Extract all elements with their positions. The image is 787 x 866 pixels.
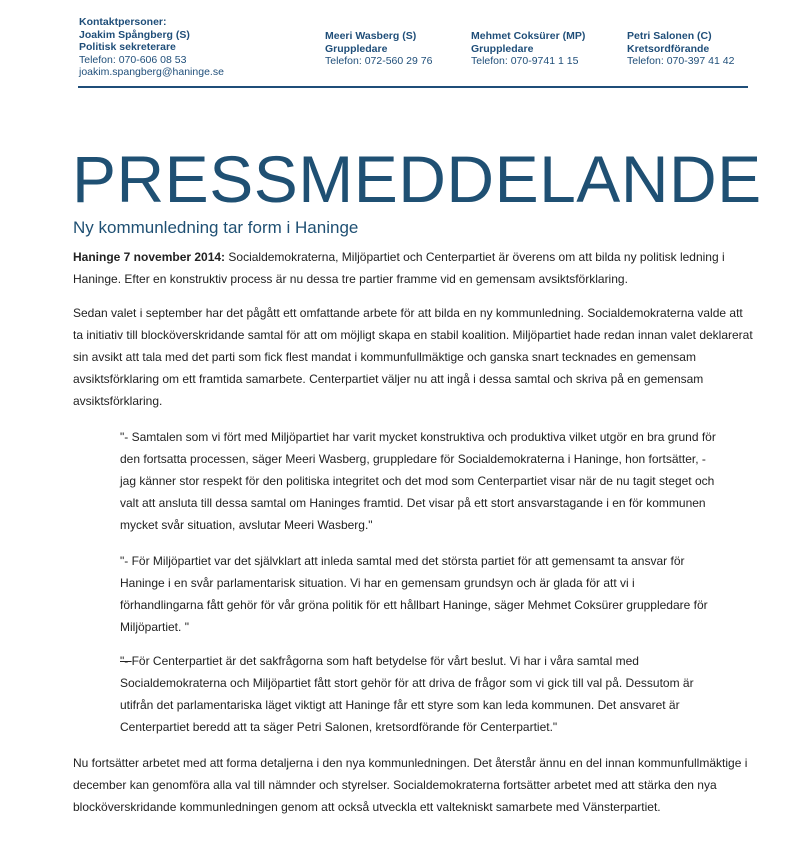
contact-role: Gruppledare — [325, 42, 388, 55]
page-title: PRESSMEDDELANDE — [72, 142, 762, 216]
quote-mehmet: "- För Miljöpartiet var det självklart att inleda samtal med det största partiet för att gemensamt ta ansvar för Haninge i en svår parlamentarisk situation. Vi har en gemensam grundsyn och är glada för att vi i förhandlingarna fått gehör för vår gröna politik för ett hållbart Haninge, säger Mehmet Coksürer gruppledare för Miljöpartiet. " — [120, 554, 708, 634]
quote-meeri: "- Samtalen som vi fört med Miljöpartiet har varit mycket konstruktiva och produktiva vilket utgör en bra grund för den fortsatta processen, säger Meeri Wasberg, gruppledare för Socialdemokraterna i Haninge, hon fortsätter, - jag känner stor respekt för den politiska integritet och det mod som Centerpartiet visar när de nu tagit steget och valt att ansluta till dessa samtal om Haninges framtid. Det visar på ett stort ansvarstagande i en för kommunen mycket svår situation, avslutar Meeri Wasberg." — [120, 430, 716, 532]
contact-phone: Telefon: 072-560 29 76 — [325, 55, 433, 67]
contact-joakim — [79, 16, 224, 79]
quote-petri — [120, 650, 720, 738]
contact-email: joakim.spangberg@haninge.se — [79, 66, 224, 78]
contact-role: Politisk sekreterare — [79, 41, 176, 53]
contact-role: Gruppledare — [471, 42, 534, 55]
contacts-heading: Kontaktpersoner: — [79, 16, 167, 28]
contact-name: Petri Salonen (C) — [627, 30, 712, 42]
page-subtitle: Ny kommunledning tar form i Haninge — [73, 218, 359, 237]
contact-header — [79, 16, 749, 86]
quote-petri-text: För Centerpartiet är det sakfrågorna som haft betydelse för vårt beslut. Vi har i våra samtal med Socialdemokraterna och Miljöpartiet fått stort gehör för att driva de frågor som vi gick till val på. Dessutom är utifrån det parlamentariska läget viktigt att Haninge får ett styre som kan leda kommunen. Det ansvaret är Centerpartiet beredd att ta säger Petri Salonen, kretsordförande för Centerpartiet." — [120, 654, 694, 734]
contact-phone: Telefon: 070-9741 1 15 — [471, 55, 579, 67]
paragraph-2 — [73, 302, 753, 412]
contact-name: Mehmet Coksürer (MP) — [471, 30, 586, 42]
contact-phone: Telefon: 070-606 08 53 — [79, 53, 187, 66]
contact-name: Meeri Wasberg (S) — [325, 30, 417, 42]
intro-text: Socialdemokraterna, Miljöpartiet och Centerpartiet är överens om att bilda ny politisk ledning i Haninge. Efter en konstruktiv process är nu dessa tre partier framme vid en gemensam avsiktsförklaring. — [73, 250, 725, 286]
paragraph-3-text: Nu fortsätter arbetet med att forma detaljerna i den nya kommunledningen. Det återstår ännu en del innan kommunfullmäktige i december kan genomföra alla val till nämnder och styrelser. Socialdemokraterna fortsätter arbetet med att stärka den nya blocköverskridande kommunledningen genom att också utveckla ett valtekniskt samarbete med Vänsterpartiet. — [73, 756, 748, 814]
contact-role: Kretsordförande — [627, 42, 710, 55]
struck-quote-mark: "- — [120, 654, 132, 668]
contact-mehmet — [471, 30, 585, 68]
paragraph-2-text: Sedan valet i september har det pågått ett omfattande arbete för att bilda en ny kommunledning. Socialdemokraterna valde att ta initiativ till blocköverskridande samtal för att om möjligt skapa en stabil koalition. Miljöpartiet hade redan innan valet deklarerat sin avsikt att tala med det parti som fick flest mandat i kommunfullmäktige och ganska snart tecknades en gemensam avsiktsförklaring om ett framtida samarbete. Centerpartiet väljer nu att ingå i dessa samtal och skriva på en gemensam avsiktsförklaring. — [73, 306, 753, 408]
contact-meeri — [325, 30, 432, 68]
paragraph-3 — [73, 752, 753, 818]
contact-name: Joakim Spångberg (S) — [79, 28, 190, 41]
dateline: Haninge 7 november 2014: — [73, 250, 226, 264]
intro-paragraph — [73, 246, 753, 290]
contact-phone: Telefon: 070-397 41 42 — [627, 55, 735, 67]
contact-petri — [627, 30, 734, 68]
header-divider — [78, 86, 748, 88]
